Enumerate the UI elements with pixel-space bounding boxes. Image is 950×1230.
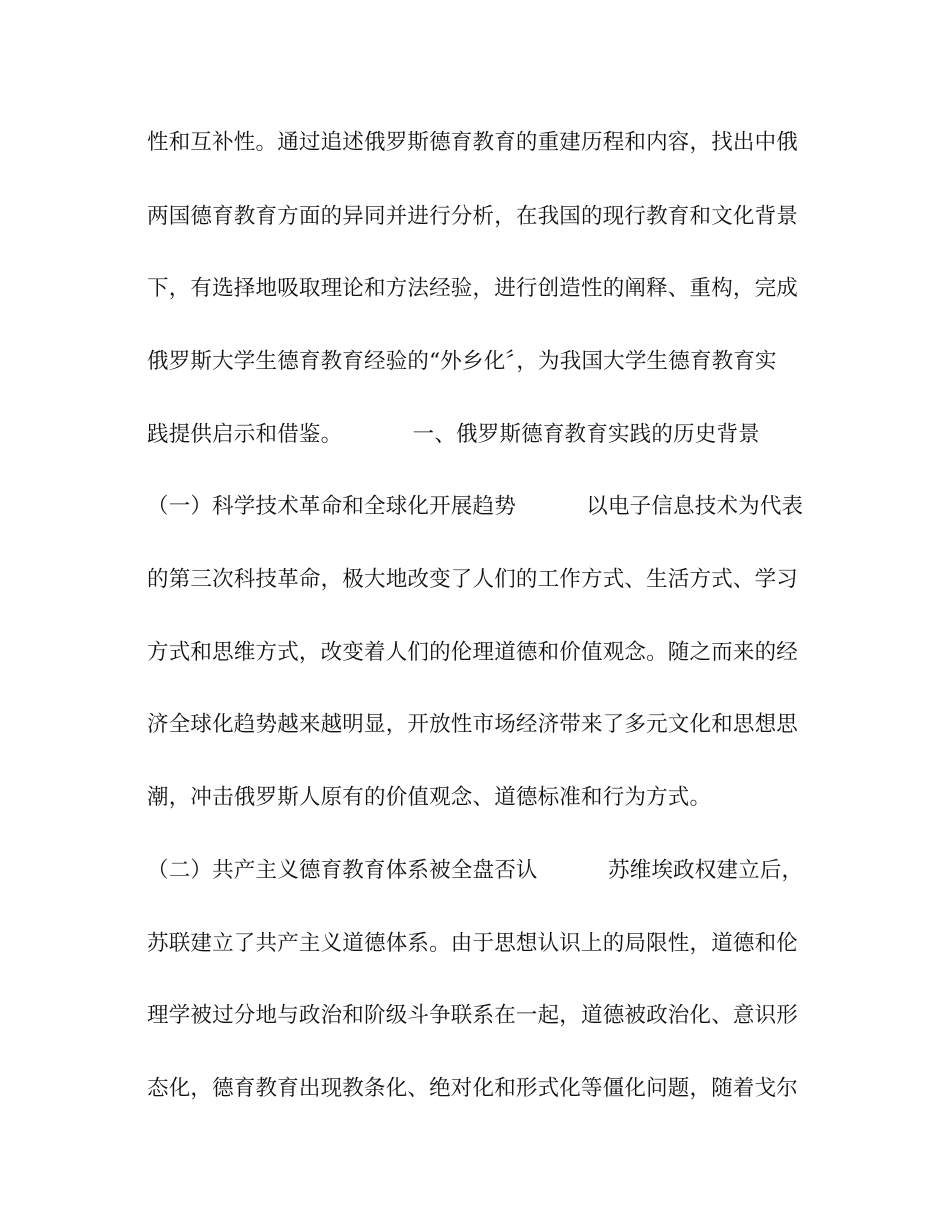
text-line: 的第三次科技革命，极大地改变了人们的工作方式、生活方式、学习 xyxy=(147,567,799,592)
text-line: 俄罗斯大学生德育教育经验的“外乡化〞，为我国大学生德育教育实 xyxy=(147,349,777,374)
text-line: 潮，冲击俄罗斯人原有的价值观念、道德标准和行为方式。 xyxy=(147,785,712,810)
text-line: 下，有选择地吸取理论和方法经验，进行创造性的阐释、重构，完成 xyxy=(147,276,799,301)
text-line: 济全球化趋势越来越明显，开放性市场经济带来了多元文化和思想思 xyxy=(147,712,799,737)
text-line: （二）共产主义德育教育体系被全盘否认 苏维埃政权建立后， xyxy=(147,858,804,883)
text-line: （一）科学技术革命和全球化开展趋势 以电子信息技术为代表 xyxy=(147,494,804,519)
text-line: 践提供启示和借鉴。 一、俄罗斯德育教育实践的历史背景 xyxy=(147,422,760,447)
text-line: 两国德育教育方面的异同并进行分析，在我国的现行教育和文化背景 xyxy=(147,204,799,229)
text-line: 理学被过分地与政治和阶级斗争联系在一起，道德被政治化、意识形 xyxy=(147,1003,799,1028)
text-line: 苏联建立了共产主义道德体系。由于思想认识上的局限性，道德和伦 xyxy=(147,931,799,956)
text-line: 性和互补性。通过追述俄罗斯德育教育的重建历程和内容，找出中俄 xyxy=(147,130,799,155)
text-line: 方式和思维方式，改变着人们的伦理道德和价值观念。随之而来的经 xyxy=(147,640,799,665)
text-line: 态化，德育教育出现教条化、绝对化和形式化等僵化问题，随着戈尔 xyxy=(147,1076,799,1101)
